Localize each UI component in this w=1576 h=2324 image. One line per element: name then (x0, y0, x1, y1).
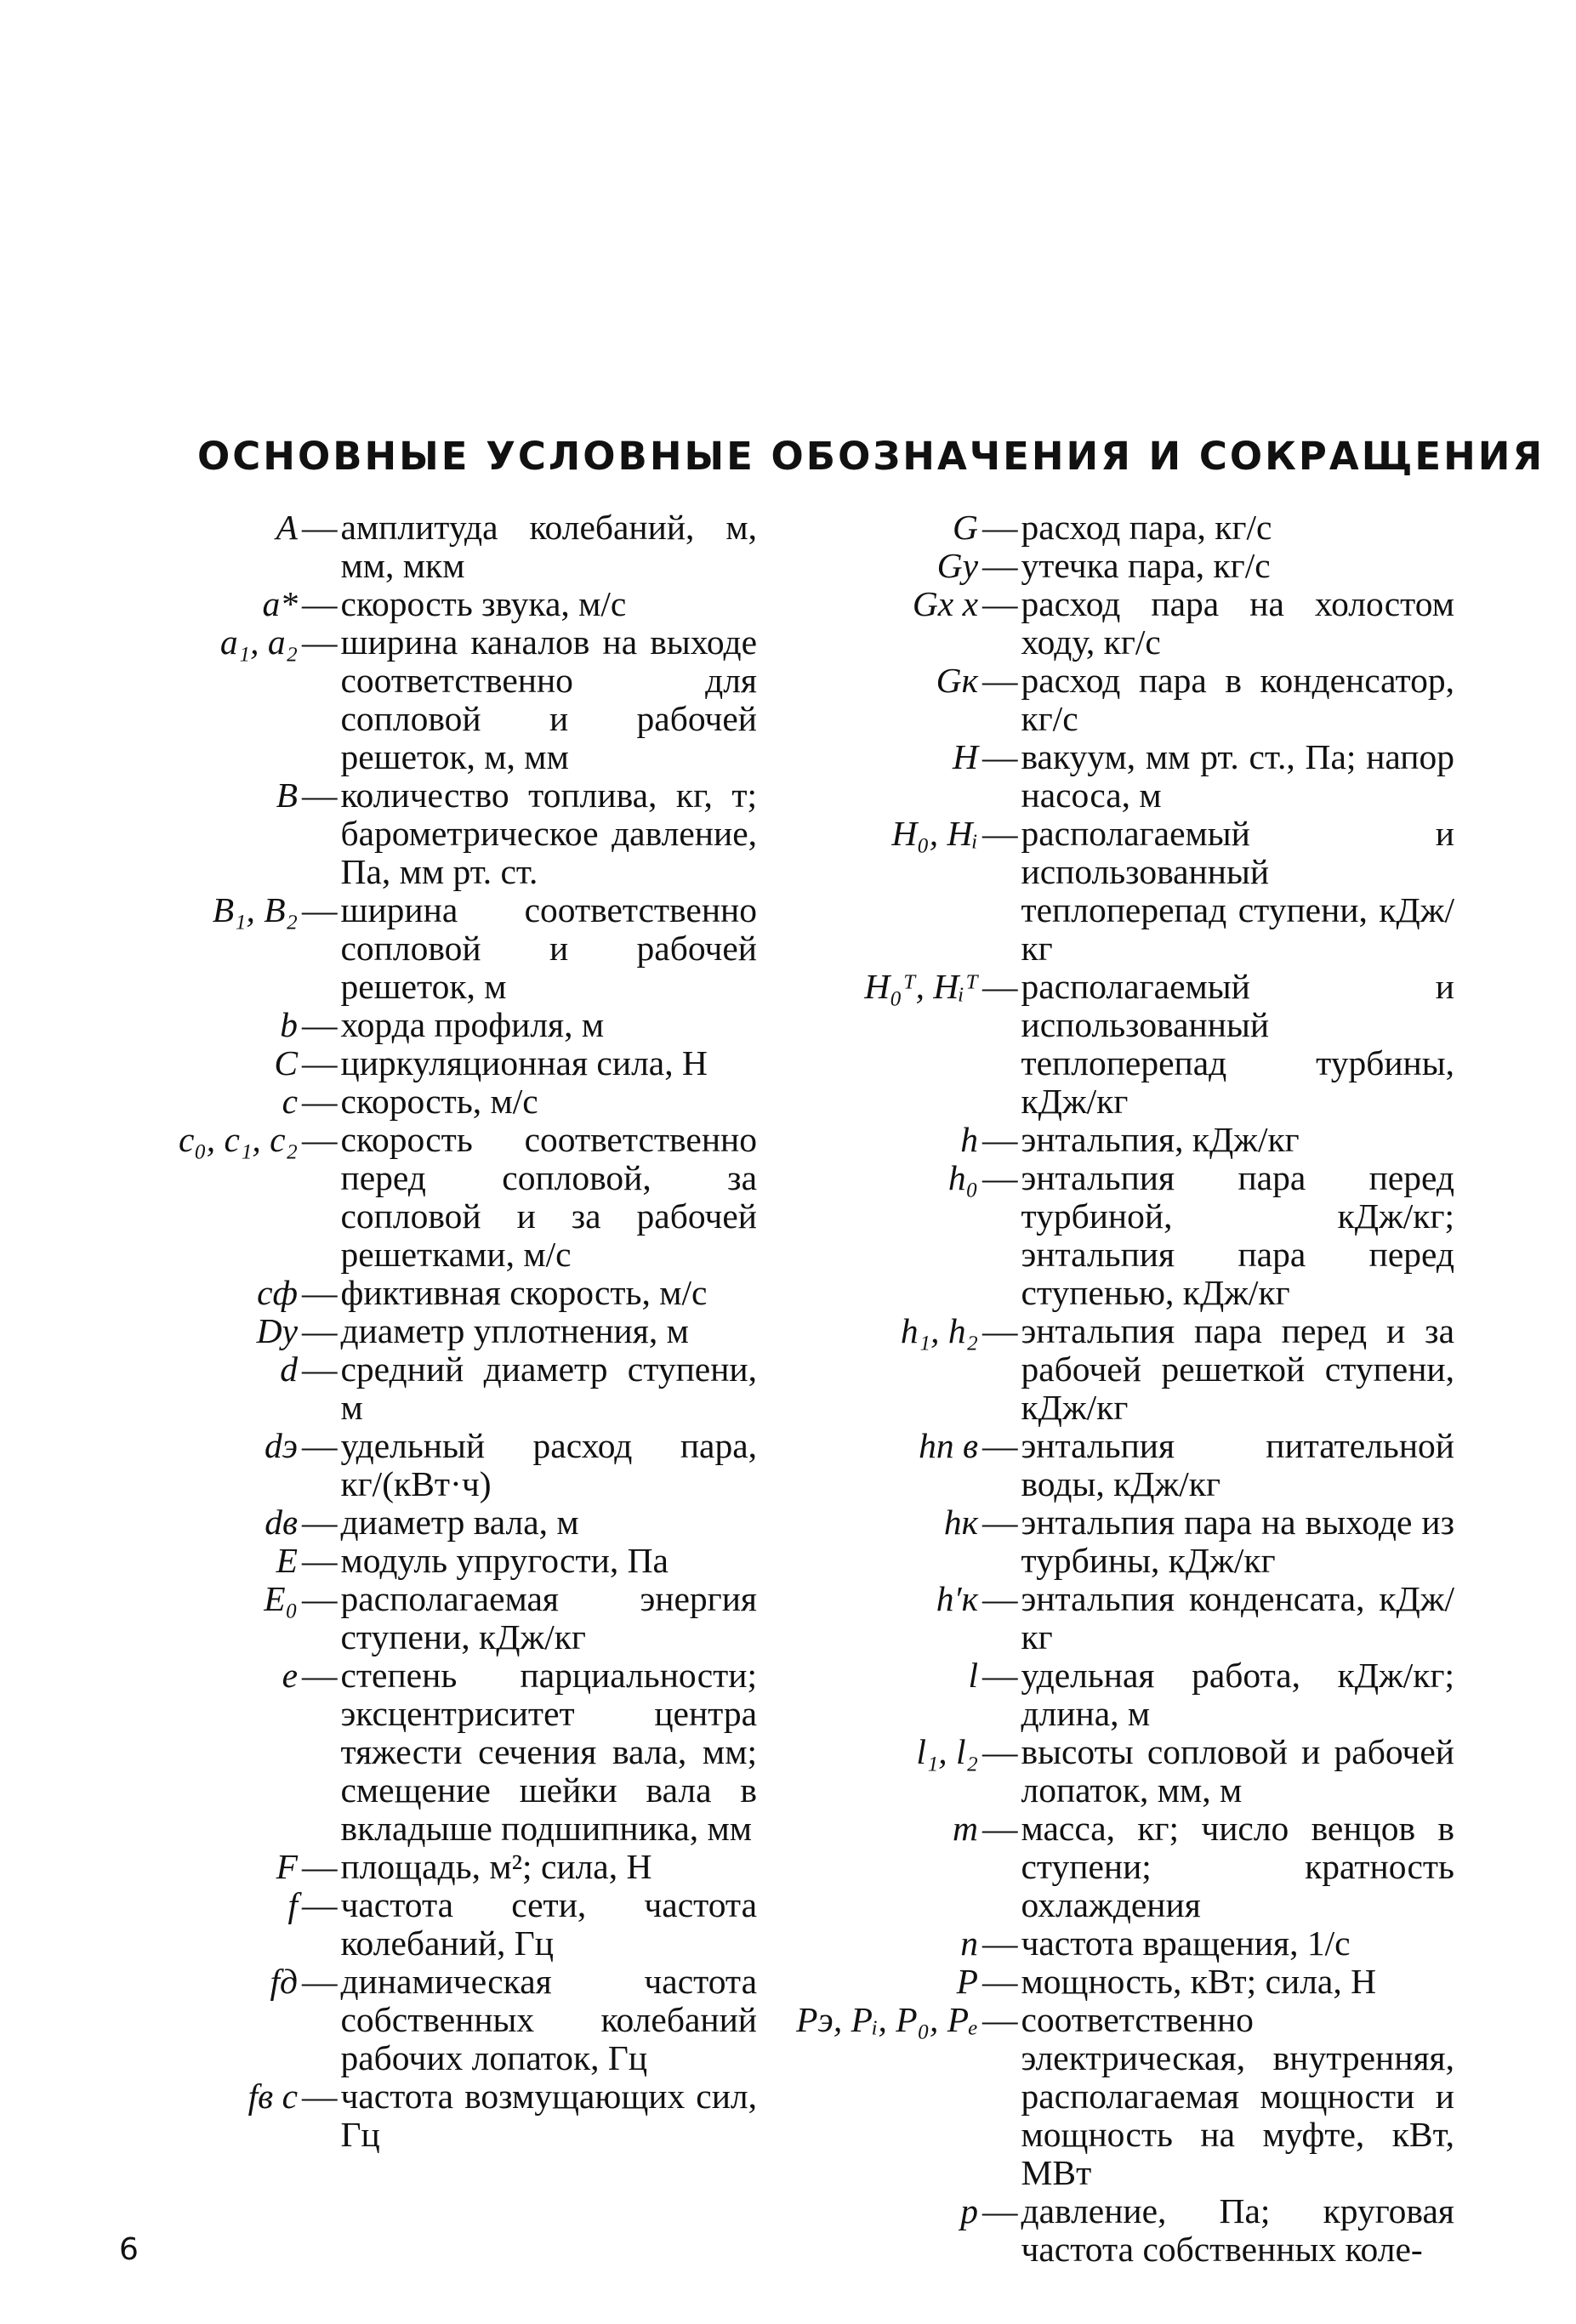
glossary-definition: хорда профиля, м (340, 1005, 605, 1044)
glossary-dash: — (982, 2000, 1018, 2039)
glossary-entry (119, 1006, 757, 1044)
glossary-entry (119, 2077, 757, 2154)
glossary-entry (119, 585, 757, 623)
glossary-definition: расход пара в конденсатор, кг/с (1021, 661, 1454, 738)
glossary-symbol: h₀ (947, 1158, 978, 1197)
glossary-symbol: P (956, 1962, 978, 2001)
glossary-entry (119, 1656, 757, 1848)
glossary-symbol: fв с (247, 2077, 298, 2116)
glossary-definition: степень парциальности; эксцентриситет центра тяжести сечения вала, мм; смещение шейки вала в вкладыше подшипника, мм (340, 1656, 757, 1848)
glossary-symbol: dв (265, 1503, 298, 1542)
glossary-definition: расход пара на холостом ходу, кг/с (1021, 584, 1454, 662)
glossary-dash: — (982, 1656, 1018, 1695)
glossary-symbol: F (276, 1847, 298, 1886)
glossary-dash: — (982, 2191, 1018, 2230)
glossary-definition: скорость соответственно перед сопловой, за сопловой и за рабочей решетками, м/с (340, 1120, 757, 1274)
glossary-entry (119, 1503, 757, 1542)
glossary-entry (119, 1848, 757, 1886)
glossary-entry (791, 1810, 1454, 1924)
glossary-entry (119, 509, 757, 585)
glossary-definition: количество топлива, кг, т; барометрическое давление, Па, мм рт. ст. (340, 776, 757, 891)
glossary-definition: масса, кг; число венцов в ступени; кратность охлаждения (1021, 1809, 1454, 1924)
glossary-symbol: c (282, 1082, 298, 1121)
glossary-definition: мощность, кВт; сила, Н (1021, 1962, 1377, 2001)
glossary-definition: площадь, м²; сила, Н (340, 1847, 652, 1886)
glossary-definition: энтальпия пара перед и за рабочей решеткой ступени, кДж/кг (1021, 1311, 1454, 1427)
glossary-definition: частота сети, частота колебаний, Гц (340, 1885, 757, 1963)
glossary-entry (791, 1159, 1454, 1312)
glossary-entry (791, 1312, 1454, 1427)
glossary-entry (119, 1542, 757, 1580)
glossary-dash: — (982, 1732, 1018, 1771)
glossary-definition: располагаемый и использованный теплоперепад турбины, кДж/кг (1021, 967, 1454, 1121)
glossary-entry (791, 815, 1454, 968)
glossary-entry (119, 1312, 757, 1350)
glossary-dash: — (302, 584, 338, 623)
glossary-symbol: hп в (919, 1426, 978, 1465)
glossary-definition: расход пара, кг/с (1021, 508, 1272, 547)
left-column (119, 509, 757, 2154)
glossary-entry (119, 776, 757, 891)
glossary-definition: соответственно электрическая, внутренняя, располагаемая мощности и мощность на муфте, кВт, МВт (1021, 2000, 1454, 2192)
glossary-definition: средний диаметр ступени, м (340, 1350, 757, 1427)
glossary-dash: — (982, 1579, 1018, 1618)
glossary-dash: — (982, 584, 1018, 623)
glossary-definition: циркуляционная сила, Н (340, 1043, 708, 1082)
glossary-symbol: h′к (936, 1579, 978, 1618)
glossary-definition: высоты сопловой и рабочей лопаток, мм, м (1021, 1732, 1454, 1810)
glossary-entry (119, 1963, 757, 2077)
glossary-symbol: B₁, B₂ (212, 890, 298, 929)
glossary-symbol: H₀, Hᵢ (891, 814, 978, 853)
glossary-definition: динамическая частота собственных колебаний рабочих лопаток, Гц (340, 1962, 757, 2077)
glossary-symbol: A (276, 508, 298, 547)
glossary-symbol: h₁, h₂ (900, 1311, 978, 1350)
glossary-entry (791, 662, 1454, 738)
glossary-dash: — (982, 1120, 1018, 1159)
glossary-definition: скорость, м/с (340, 1082, 538, 1121)
glossary-entry (119, 1350, 757, 1427)
glossary-symbol: Gу (936, 546, 978, 585)
glossary-entry (791, 968, 1454, 1121)
glossary-entry (791, 2192, 1454, 2269)
glossary-definition: энтальпия питательной воды, кДж/кг (1021, 1426, 1454, 1503)
glossary-entry (119, 1580, 757, 1656)
glossary-dash: — (302, 622, 338, 662)
glossary-entry (119, 1886, 757, 1963)
glossary-dash: — (982, 967, 1018, 1006)
glossary-definition: частота возмущающих сил, Гц (340, 2077, 757, 2154)
glossary-entry (119, 1427, 757, 1503)
glossary-dash: — (982, 1503, 1018, 1542)
glossary-dash: — (982, 1426, 1018, 1465)
glossary-entry (119, 1044, 757, 1082)
glossary-dash: — (982, 1311, 1018, 1350)
glossary-entry (791, 1503, 1454, 1580)
glossary-symbol: cф (257, 1273, 298, 1312)
glossary-dash: — (302, 1541, 338, 1580)
glossary-entry (791, 2001, 1454, 2192)
glossary-entry (791, 547, 1454, 585)
glossary-symbol: a* (262, 584, 298, 623)
glossary-dash: — (302, 1503, 338, 1542)
glossary-definition: модуль упругости, Па (340, 1541, 669, 1580)
glossary-symbol: n (960, 1923, 978, 1963)
glossary-dash: — (982, 661, 1018, 700)
glossary-entry (791, 1733, 1454, 1810)
page-title: ОСНОВНЫЕ УСЛОВНЫЕ ОБОЗНАЧЕНИЯ И СОКРАЩЕНИЯ (197, 434, 1545, 479)
glossary-entry (791, 1924, 1454, 1963)
glossary-dash: — (302, 1962, 338, 2001)
glossary-symbol: p (960, 2191, 978, 2230)
glossary-definition: удельная работа, кДж/кг; длина, м (1021, 1656, 1454, 1733)
glossary-symbol: Gх х (912, 584, 978, 623)
glossary-symbol: C (274, 1043, 298, 1082)
glossary-definition: энтальпия пара перед турбиной, кДж/кг; энтальпия пара перед ступенью, кДж/кг (1021, 1158, 1454, 1312)
glossary-dash: — (302, 1350, 338, 1389)
glossary-symbol: Dу (256, 1311, 298, 1350)
glossary-definition: давление, Па; круговая частота собственных коле- (1021, 2191, 1454, 2269)
glossary-dash: — (982, 1809, 1018, 1848)
glossary-dash: — (302, 1426, 338, 1465)
glossary-dash: — (302, 776, 338, 815)
glossary-symbol: Pэ, Pᵢ, P₀, Pₑ (796, 2000, 978, 2039)
glossary-dash: — (302, 1005, 338, 1044)
glossary-dash: — (982, 814, 1018, 853)
glossary-entry (791, 1656, 1454, 1733)
glossary-entry (119, 623, 757, 776)
glossary-entry (119, 1121, 757, 1274)
glossary-symbol: fд (270, 1962, 298, 2001)
glossary-dash: — (302, 1043, 338, 1082)
glossary-entry (791, 1580, 1454, 1656)
glossary-definition: ширина каналов на выходе соответственно для сопловой и рабочей решеток, м, мм (340, 622, 757, 776)
glossary-symbol: B (276, 776, 298, 815)
glossary-dash: — (982, 1923, 1018, 1963)
glossary-symbol: d (280, 1350, 298, 1389)
glossary-symbol: a₁, a₂ (219, 622, 298, 662)
glossary-definition: амплитуда колебаний, м, мм, мкм (340, 508, 757, 585)
glossary-dash: — (302, 1120, 338, 1159)
glossary-symbol: f (287, 1885, 298, 1924)
glossary-dash: — (302, 1579, 338, 1618)
glossary-definition: частота вращения, 1/с (1021, 1923, 1351, 1963)
glossary-definition: фиктивная скорость, м/с (340, 1273, 708, 1312)
glossary-definition: располагаемая энергия ступени, кДж/кг (340, 1579, 757, 1656)
glossary-symbol: l₁, l₂ (916, 1732, 978, 1771)
glossary-definition: диаметр вала, м (340, 1503, 579, 1542)
glossary-dash: — (982, 737, 1018, 776)
glossary-dash: — (302, 1656, 338, 1695)
glossary-symbol: b (280, 1005, 298, 1044)
glossary-entry (791, 738, 1454, 815)
glossary-entry (791, 1121, 1454, 1159)
glossary-definition: скорость звука, м/с (340, 584, 627, 623)
glossary-dash: — (302, 1311, 338, 1350)
glossary-symbol: H₀ᵀ, Hᵢᵀ (864, 967, 978, 1006)
glossary-dash: — (982, 1962, 1018, 2001)
glossary-entry (791, 1963, 1454, 2001)
glossary-definition: энтальпия, кДж/кг (1021, 1120, 1300, 1159)
glossary-dash: — (302, 1273, 338, 1312)
glossary-dash: — (982, 546, 1018, 585)
glossary-definition: энтальпия пара на выходе из турбины, кДж/кг (1021, 1503, 1454, 1580)
page-number: 6 (119, 2232, 139, 2267)
glossary-definition: удельный расход пара, кг/(кВт·ч) (340, 1426, 757, 1503)
glossary-definition: утечка пара, кг/с (1021, 546, 1271, 585)
glossary-definition: диаметр уплотнения, м (340, 1311, 689, 1350)
glossary-symbol: e (282, 1656, 298, 1695)
glossary-dash: — (302, 1847, 338, 1886)
glossary-symbol: m (953, 1809, 978, 1848)
glossary-definition: вакуум, мм рт. ст., Па; напор насоса, м (1021, 737, 1454, 815)
glossary-symbol: E (276, 1541, 298, 1580)
glossary-definition: ширина соответственно сопловой и рабочей решеток, м (340, 890, 757, 1006)
glossary-entry (791, 1427, 1454, 1503)
glossary-entry (791, 585, 1454, 662)
glossary-symbol: dэ (264, 1426, 298, 1465)
glossary-entry (791, 509, 1454, 547)
glossary-symbol: H (953, 737, 978, 776)
glossary-dash: — (302, 1885, 338, 1924)
glossary-symbol: Gк (936, 661, 978, 700)
glossary-dash: — (982, 508, 1018, 547)
glossary-symbol: G (953, 508, 978, 547)
glossary-dash: — (982, 1158, 1018, 1197)
glossary-definition: энтальпия конденсата, кДж/кг (1021, 1579, 1454, 1656)
glossary-dash: — (302, 1082, 338, 1121)
glossary-symbol: E₀ (264, 1579, 298, 1618)
glossary-dash: — (302, 508, 338, 547)
glossary-symbol: hк (943, 1503, 978, 1542)
glossary-entry (119, 1274, 757, 1312)
glossary-dash: — (302, 890, 338, 929)
glossary-entry (119, 891, 757, 1006)
glossary-entry (119, 1082, 757, 1121)
glossary-symbol: h (960, 1120, 978, 1159)
glossary-dash: — (302, 2077, 338, 2116)
glossary-symbol: c₀, c₁, c₂ (178, 1120, 298, 1159)
right-column (791, 509, 1454, 2269)
glossary-definition: располагаемый и использованный теплоперепад ступени, кДж/кг (1021, 814, 1454, 968)
glossary-symbol: l (968, 1656, 978, 1695)
